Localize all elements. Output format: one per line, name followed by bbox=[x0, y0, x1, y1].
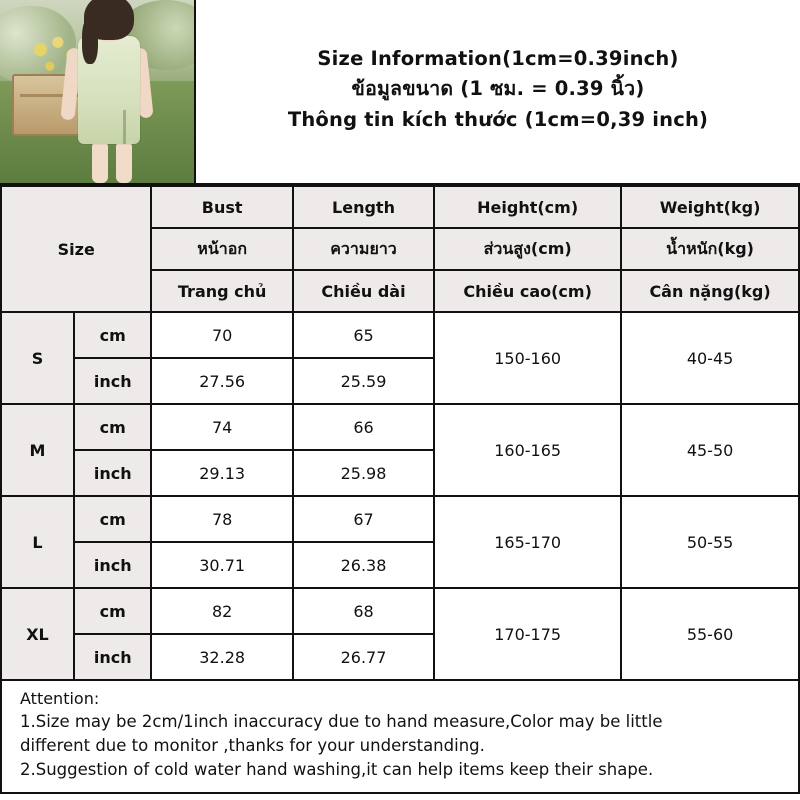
header-weight-vi: Cân nặng(kg) bbox=[621, 270, 799, 312]
height-s: 150-160 bbox=[434, 312, 621, 404]
bust-cm-m: 74 bbox=[151, 404, 292, 450]
length-inch-s: 25.59 bbox=[293, 358, 434, 404]
header-length-en: Length bbox=[293, 186, 434, 228]
attention-title: Attention: bbox=[20, 689, 100, 708]
weight-m: 45-50 bbox=[621, 404, 799, 496]
size-table bbox=[0, 185, 800, 681]
row-size-m: M bbox=[1, 404, 74, 496]
bust-cm-s: 70 bbox=[151, 312, 292, 358]
length-cm-s: 65 bbox=[293, 312, 434, 358]
attention-block bbox=[0, 681, 800, 794]
length-inch-xl: 26.77 bbox=[293, 634, 434, 680]
unit-cm-xl: cm bbox=[74, 588, 152, 634]
header-height-th: ส่วนสูง(cm) bbox=[434, 228, 621, 270]
header-bust-en: Bust bbox=[151, 186, 292, 228]
header-height-vi: Chiều cao(cm) bbox=[434, 270, 621, 312]
header-length-vi: Chiều dài bbox=[293, 270, 434, 312]
attention-line-1: 1.Size may be 2cm/1inch inaccuracy due to hand measure,Color may be little bbox=[20, 712, 663, 731]
header-height-en: Height(cm) bbox=[434, 186, 621, 228]
product-photo bbox=[0, 0, 196, 183]
length-cm-l: 67 bbox=[293, 496, 434, 542]
title-block bbox=[196, 0, 800, 183]
table-row bbox=[1, 496, 799, 542]
unit-inch-l: inch bbox=[74, 542, 152, 588]
chart-header bbox=[0, 0, 800, 185]
bust-inch-l: 30.71 bbox=[151, 542, 292, 588]
unit-inch-xl: inch bbox=[74, 634, 152, 680]
title-line-en: Size Information(1cm=0.39inch) bbox=[317, 46, 679, 70]
header-length-th: ความยาว bbox=[293, 228, 434, 270]
length-inch-m: 25.98 bbox=[293, 450, 434, 496]
row-size-xl: XL bbox=[1, 588, 74, 680]
weight-s: 40-45 bbox=[621, 312, 799, 404]
height-xl: 170-175 bbox=[434, 588, 621, 680]
height-l: 165-170 bbox=[434, 496, 621, 588]
attention-line-2: different due to monitor ,thanks for your understanding. bbox=[20, 735, 485, 755]
weight-xl: 55-60 bbox=[621, 588, 799, 680]
bust-inch-s: 27.56 bbox=[151, 358, 292, 404]
weight-l: 50-55 bbox=[621, 496, 799, 588]
length-inch-l: 26.38 bbox=[293, 542, 434, 588]
length-cm-xl: 68 bbox=[293, 588, 434, 634]
header-weight-en: Weight(kg) bbox=[621, 186, 799, 228]
bust-cm-l: 78 bbox=[151, 496, 292, 542]
unit-cm-s: cm bbox=[74, 312, 152, 358]
table-row bbox=[1, 404, 799, 450]
model-leg-right bbox=[116, 141, 132, 183]
bust-inch-xl: 32.28 bbox=[151, 634, 292, 680]
unit-cm-m: cm bbox=[74, 404, 152, 450]
height-m: 160-165 bbox=[434, 404, 621, 496]
unit-inch-m: inch bbox=[74, 450, 152, 496]
table-row bbox=[1, 312, 799, 358]
length-cm-m: 66 bbox=[293, 404, 434, 450]
header-weight-th: น้ำหนัก(kg) bbox=[621, 228, 799, 270]
unit-cm-l: cm bbox=[74, 496, 152, 542]
row-size-s: S bbox=[1, 312, 74, 404]
table-row bbox=[1, 588, 799, 634]
title-line-th: ข้อมูลขนาด (1 ซม. = 0.39 นิ้ว) bbox=[351, 77, 645, 101]
bust-cm-xl: 82 bbox=[151, 588, 292, 634]
model-hair bbox=[84, 0, 134, 40]
title-line-vi: Thông tin kích thước (1cm=0,39 inch) bbox=[287, 107, 709, 131]
header-bust-vi: Trang chủ bbox=[151, 270, 292, 312]
row-size-l: L bbox=[1, 496, 74, 588]
header-size-label: Size bbox=[1, 186, 151, 312]
header-bust-th: หน้าอก bbox=[151, 228, 292, 270]
model-leg-left bbox=[92, 141, 108, 183]
bust-inch-m: 29.13 bbox=[151, 450, 292, 496]
unit-inch-s: inch bbox=[74, 358, 152, 404]
table-header-row-en bbox=[1, 186, 799, 228]
attention-line-3: 2.Suggestion of cold water hand washing,it can help items keep their shape. bbox=[20, 759, 654, 779]
